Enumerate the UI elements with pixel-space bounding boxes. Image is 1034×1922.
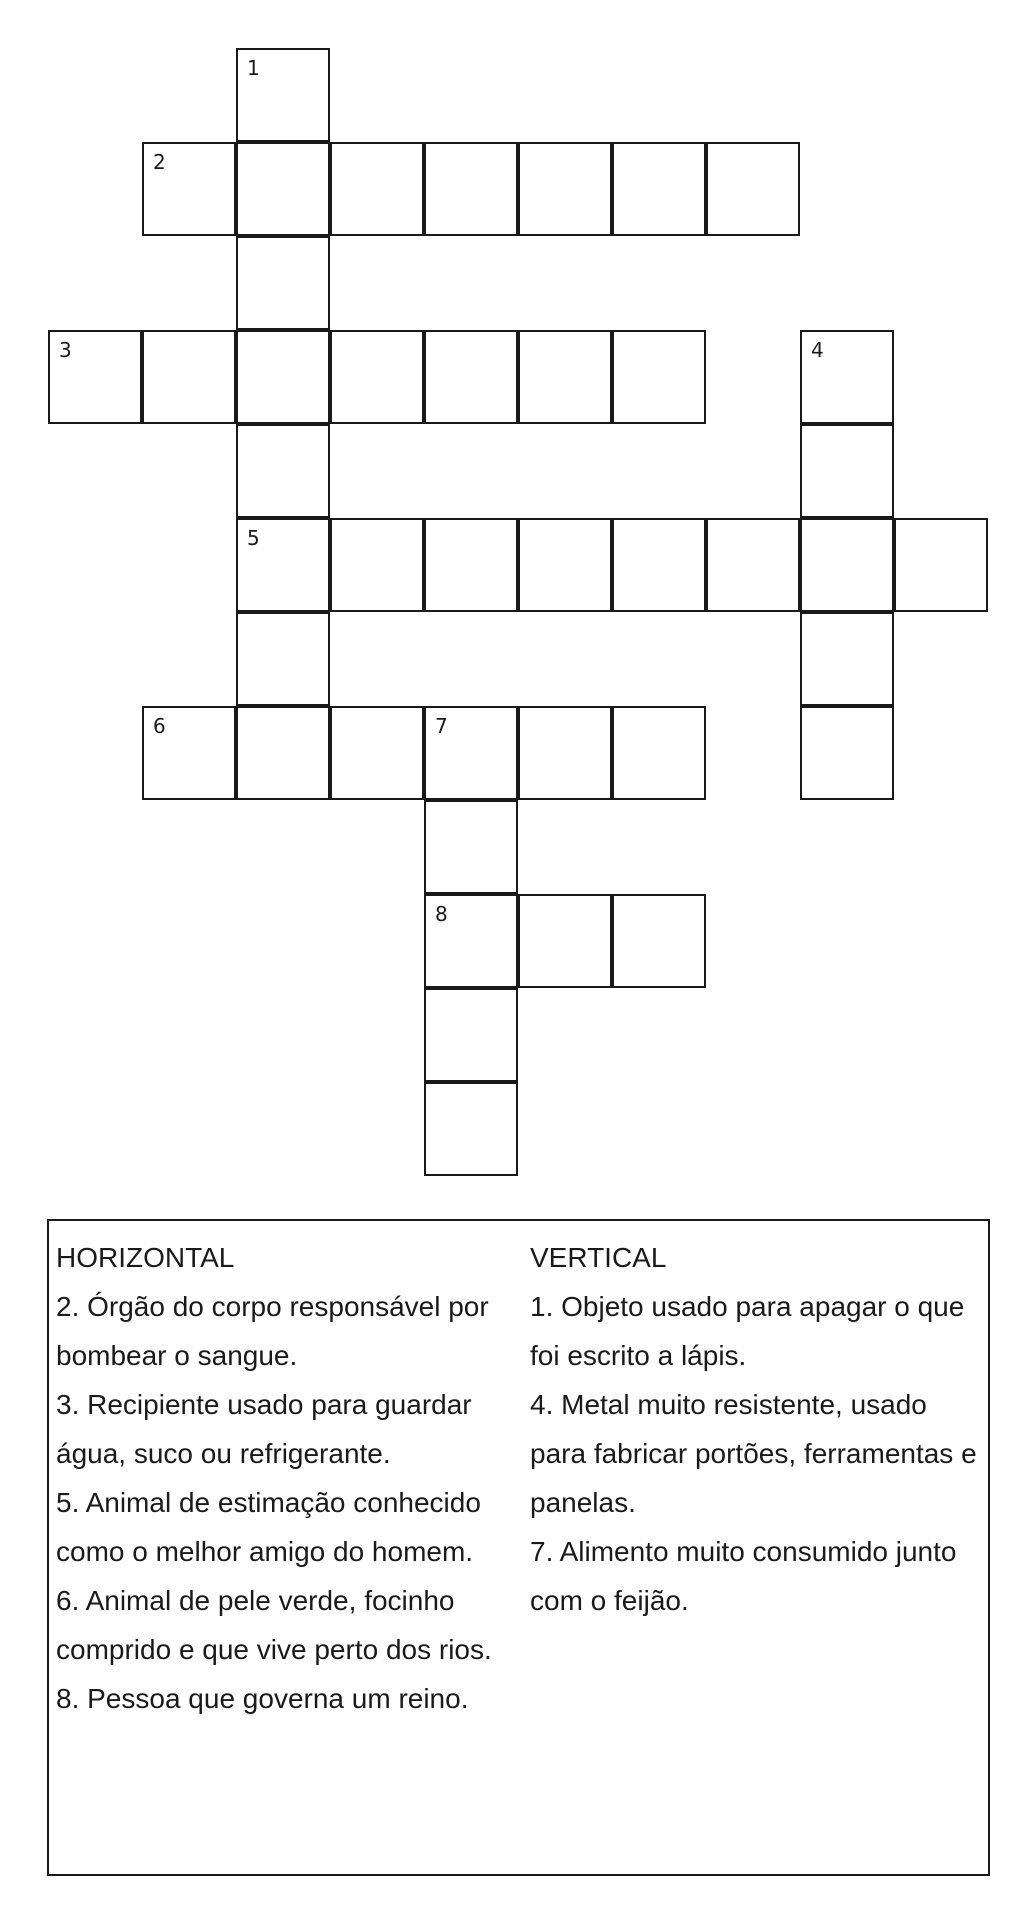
grid-cell[interactable]: [142, 706, 236, 800]
horizontal-clues: [56, 1233, 526, 1723]
grid-cell[interactable]: [800, 518, 894, 612]
grid-cell[interactable]: [800, 612, 894, 706]
clue-number: 7: [435, 714, 448, 738]
grid-cell[interactable]: [518, 894, 612, 988]
grid-cell[interactable]: [894, 518, 988, 612]
clues-box: [47, 1219, 990, 1876]
grid-cell[interactable]: [330, 142, 424, 236]
grid-cell[interactable]: [236, 612, 330, 706]
clue-across-5: 5. Animal de estimação conhecido como o melhor amigo do homem.: [56, 1487, 481, 1567]
grid-cell[interactable]: [236, 424, 330, 518]
grid-cell[interactable]: [142, 142, 236, 236]
clue-number: 8: [435, 902, 448, 926]
grid-cell[interactable]: [612, 894, 706, 988]
grid-cell[interactable]: [518, 706, 612, 800]
clue-number: 6: [153, 714, 166, 738]
clue-number: 2: [153, 150, 166, 174]
grid-cell[interactable]: [236, 236, 330, 330]
grid-cell[interactable]: [612, 330, 706, 424]
clue-down-1: 1. Objeto usado para apagar o que foi escrito a lápis.: [530, 1291, 965, 1371]
grid-cell[interactable]: [142, 330, 236, 424]
clue-number: 3: [59, 338, 72, 362]
grid-cell[interactable]: [612, 142, 706, 236]
grid-cell[interactable]: [424, 894, 518, 988]
grid-cell[interactable]: [518, 142, 612, 236]
grid-cell[interactable]: [800, 330, 894, 424]
clue-number: 4: [811, 338, 824, 362]
grid-cell[interactable]: [236, 706, 330, 800]
vertical-heading: VERTICAL: [530, 1242, 667, 1273]
grid-cell[interactable]: [518, 518, 612, 612]
grid-cell[interactable]: [424, 1082, 518, 1176]
horizontal-heading: HORIZONTAL: [56, 1242, 235, 1273]
grid-cell[interactable]: [330, 518, 424, 612]
grid-cell[interactable]: [48, 330, 142, 424]
grid-cell[interactable]: [424, 988, 518, 1082]
grid-cell[interactable]: [612, 706, 706, 800]
grid-cell[interactable]: [706, 518, 800, 612]
grid-cell[interactable]: [236, 142, 330, 236]
grid-cell[interactable]: [800, 706, 894, 800]
grid-cell[interactable]: [236, 330, 330, 424]
clue-down-7: 7. Alimento muito consumido junto com o feijão.: [530, 1536, 957, 1616]
grid-cell[interactable]: [236, 518, 330, 612]
grid-cell[interactable]: [330, 330, 424, 424]
grid-cell[interactable]: [330, 706, 424, 800]
clue-across-8: 8. Pessoa que governa um reino.: [56, 1683, 469, 1714]
grid-cell[interactable]: [518, 330, 612, 424]
grid-cell[interactable]: [424, 800, 518, 894]
clue-number: 5: [247, 526, 260, 550]
grid-cell[interactable]: [424, 142, 518, 236]
grid-cell[interactable]: [424, 706, 518, 800]
grid-cell[interactable]: [424, 330, 518, 424]
vertical-clues: [530, 1233, 980, 1625]
grid-cell[interactable]: [424, 518, 518, 612]
clue-down-4: 4. Metal muito resistente, usado para fabricar portões, ferramentas e panelas.: [530, 1389, 977, 1518]
clue-across-6: 6. Animal de pele verde, focinho comprido e que vive perto dos rios.: [56, 1585, 492, 1665]
clue-across-2: 2. Órgão do corpo responsável por bombear o sangue.: [56, 1291, 489, 1371]
clue-number: 1: [247, 56, 260, 80]
grid-cell[interactable]: [706, 142, 800, 236]
grid-cell[interactable]: [236, 48, 330, 142]
grid-cell[interactable]: [612, 518, 706, 612]
clue-across-3: 3. Recipiente usado para guardar água, suco ou refrigerante.: [56, 1389, 472, 1469]
grid-cell[interactable]: [800, 424, 894, 518]
